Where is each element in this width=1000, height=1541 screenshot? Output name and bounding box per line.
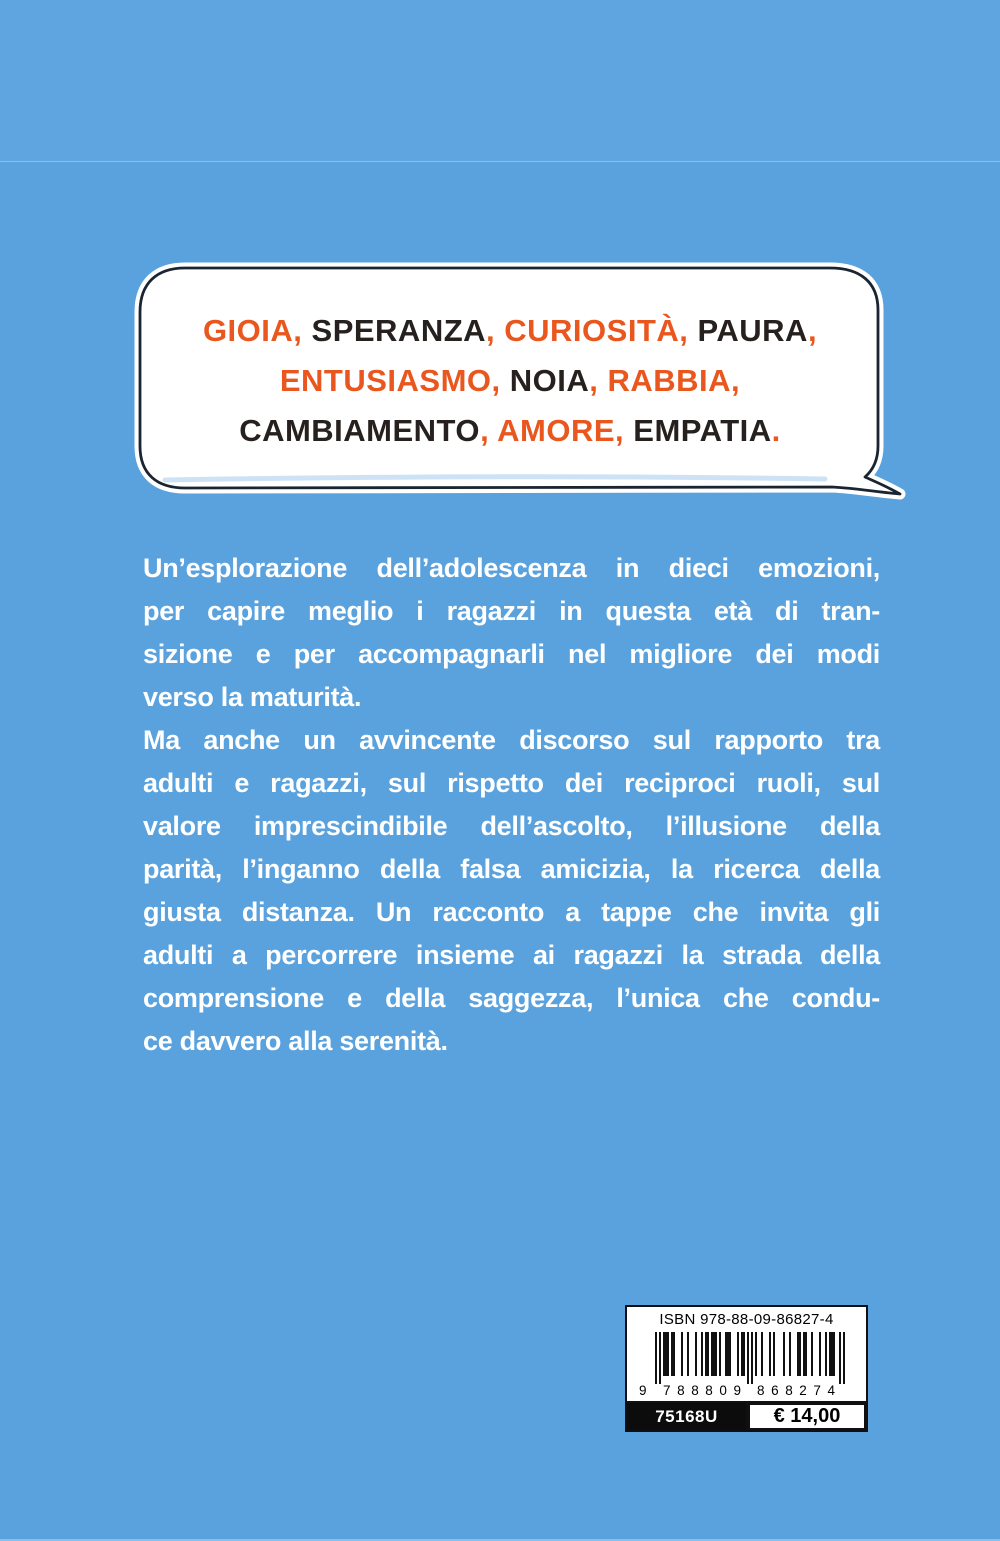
emotion-word: . <box>771 413 781 448</box>
emotion-word: , <box>491 363 510 398</box>
emotion-word: , <box>731 363 741 398</box>
edition-code: 75168U <box>627 1403 746 1430</box>
emotion-word: PAURA <box>697 313 808 348</box>
svg-text:9: 9 <box>639 1383 647 1398</box>
emotion-word: AMORE <box>497 413 616 448</box>
blurb-line: comprensione e della saggezza, l’unica che condu- <box>143 983 880 1013</box>
emotion-word: RABBIA <box>607 363 732 398</box>
emotion-word: , <box>480 413 498 448</box>
svg-text:868274: 868274 <box>757 1383 835 1398</box>
emotions-line <box>143 306 877 356</box>
blurb-line: sizione e per accompagnarli nel migliore dei modi <box>143 639 880 669</box>
emotion-word: , <box>589 363 608 398</box>
blurb-line: adulti e ragazzi, sul rispetto dei reciproci ruoli, sul <box>143 768 880 798</box>
price-row <box>627 1401 866 1430</box>
blurb-line: Un’esplorazione dell’adolescenza in dieci emozioni, <box>143 553 880 583</box>
top-band <box>0 0 1000 162</box>
emotion-word: ENTUSIASMO <box>279 363 492 398</box>
emotion-word: NOIA <box>509 363 590 398</box>
emotion-word: , <box>293 313 312 348</box>
emotions-list <box>143 306 877 456</box>
emotions-line <box>143 406 877 456</box>
emotion-word: , <box>679 313 698 348</box>
blurb-line: adulti a percorrere insieme ai ragazzi la strada della <box>143 940 880 970</box>
emotion-word: , <box>807 313 818 348</box>
blurb-line: Ma anche un avvincente discorso sul rapporto tra <box>143 725 880 755</box>
emotion-word: EMPATIA <box>633 413 772 448</box>
svg-text:788809: 788809 <box>663 1383 741 1398</box>
emotion-word: , <box>486 313 505 348</box>
blurb-text <box>143 547 880 1063</box>
emotion-word: GIOIA <box>202 313 294 348</box>
blurb-line: valore imprescindibile dell’ascolto, l’illusione della <box>143 811 880 841</box>
isbn-label: ISBN 978-88-09-86827-4 <box>659 1311 834 1328</box>
emotion-word: SPERANZA <box>311 313 487 348</box>
isbn-block <box>625 1305 868 1432</box>
blurb-line: verso la maturità. <box>143 682 362 712</box>
emotion-word: CURIOSITÀ <box>504 313 680 348</box>
price: € 14,00 <box>746 1403 866 1430</box>
blurb-line: parità, l’inganno della falsa amicizia, la ricerca della <box>143 854 880 884</box>
blurb-line: ce davvero alla serenità. <box>143 1026 448 1056</box>
emotions-line <box>143 356 877 406</box>
blurb-line: giusta distanza. Un racconto a tappe che invita gli <box>143 897 880 927</box>
blurb-line: per capire meglio i ragazzi in questa età di tran- <box>143 596 880 626</box>
emotion-word: CAMBIAMENTO <box>239 413 481 448</box>
emotion-word: , <box>615 413 634 448</box>
ean13-barcode <box>627 1331 866 1401</box>
